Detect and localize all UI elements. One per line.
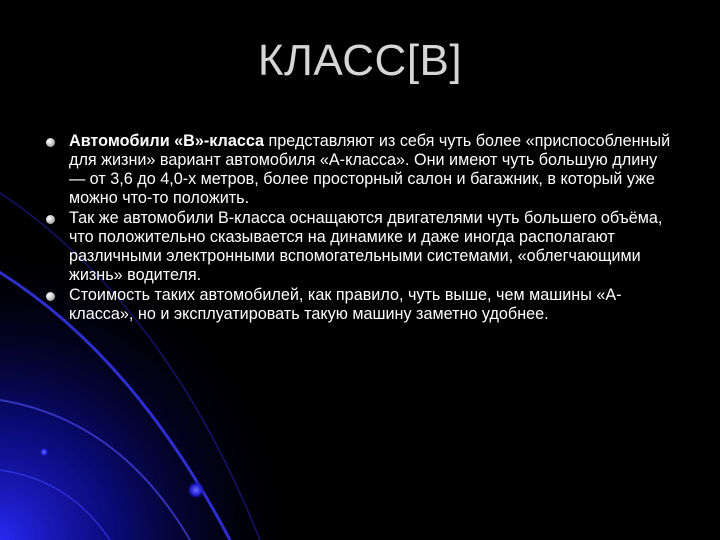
bullet-1-text: представляют из себя чуть более «приспособленный для жизни» вариант автомобиля «А-класса». Они имеют чуть большую длину — от 3,6 до 4,0-х метров, более просторный салон и багажник, в который уже можно что-то положить. bbox=[69, 132, 671, 207]
bullet-dot-icon bbox=[46, 292, 55, 301]
bullet-dot-icon bbox=[46, 215, 55, 224]
bullet-2-text: Так же автомобили В-класса оснащаются двигателями чуть большего объёма, что положительно сказывается на динамике и даже иногда располагают различными электронными вспомогательными системами, «облегчающими жизнь» водителя. bbox=[69, 209, 663, 284]
bullet-item-2 bbox=[44, 209, 672, 285]
bullet-1-bold-text: Автомобили «В»-класса bbox=[69, 132, 265, 150]
bullet-list bbox=[44, 132, 672, 325]
bullet-dot-icon bbox=[46, 138, 55, 147]
bullet-3-text: Стоимость таких автомобилей, как правило, чуть выше, чем машины «А-класса», но и эксплуатировать такую машину заметно удобнее. bbox=[69, 286, 622, 323]
bullet-item-3 bbox=[44, 286, 672, 324]
bullet-item-1 bbox=[44, 132, 672, 208]
slide-title: КЛАСС[В] bbox=[257, 36, 463, 85]
